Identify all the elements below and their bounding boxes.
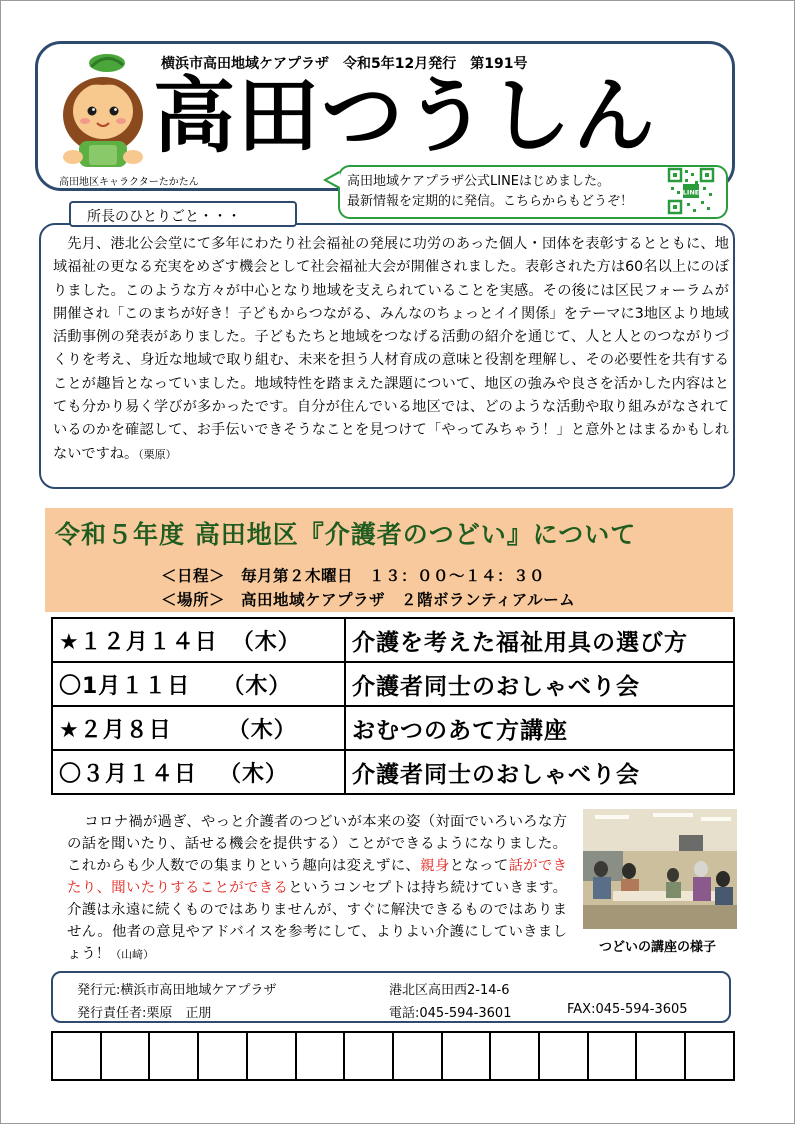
newsletter-title: 高田つうしん [153,69,658,164]
table-row [52,618,734,662]
blank-cell [490,1032,539,1080]
table-row [52,706,734,750]
table-row [52,662,734,706]
article-text-3: というコンセプトは持ち続けていきます。介護は永遠に続くものではありませんが、すぐに解決できるものではありません。他者の意見やアドバイスを参考にして、よりよい介護にしていきましょう！ [67,880,567,962]
qr-code-icon[interactable] [667,167,715,215]
event-topic: 介護を考えた福祉用具の選び方 [345,618,734,662]
line-notice-text [347,172,633,212]
blank-cell [539,1032,588,1080]
blank-cell [636,1032,685,1080]
article-signature: （山﨑） [110,948,155,961]
phone-number: 電話:045-594-3601 [389,1006,512,1021]
essay-signature: （栗原） [138,447,177,461]
article-text-2: となって [449,858,509,874]
bubble-tail-inner [327,173,340,187]
blank-grid [51,1031,735,1081]
event-date-cell [52,618,345,662]
blank-cell [393,1032,442,1080]
article-body [67,811,567,966]
line-notice-line2: 最新情報を定期的に発信。こちらからもどうぞ！ [347,194,634,209]
blank-cell [442,1032,491,1080]
event-weekday: （木） [231,629,301,655]
event-weekday: （木） [222,673,292,699]
blank-cell [685,1032,734,1080]
event-date-cell [52,706,345,750]
event-date-cell [52,662,345,706]
responsible-editor: 発行責任者:栗原 正朋 [77,1006,212,1021]
event-date: 〇1月１１日 [59,673,191,699]
blank-cell [588,1032,637,1080]
event-weekday: （木） [219,761,289,787]
article-highlight-2: 話ができたり、聞いたりすることができる [67,858,567,896]
event-topic: 介護者同士のおしゃべり会 [345,750,734,794]
blank-cell [247,1032,296,1080]
event-date: ★２月８日 [59,717,172,743]
event-date-cell [52,750,345,794]
table-row [52,1032,734,1080]
event-date: ★１２月１４日 [59,629,218,655]
blank-cell [101,1032,150,1080]
fax-number: FAX:045-594-3605 [567,1002,688,1017]
article-text-1: コロナ禍が過ぎ、やっと介護者のつどいが本来の姿（対面でいろいろな方の話を聞いたり、話せる機会を提供する）ことができるようになりました。これからも少人数での集まりという趣向は変えずに、 [67,814,567,874]
blank-cell [149,1032,198,1080]
event-schedule-table [51,617,735,795]
blank-cell [52,1032,101,1080]
gathering-photo [583,809,737,929]
publisher-name: 発行元:横浜市高田地域ケアプラザ [77,983,277,998]
event-date: 〇３月１４日 [59,761,198,787]
event-weekday: （木） [227,717,297,743]
essay-heading: 所長のひとりごと・・・ [69,201,297,227]
article-highlight-1: 親身 [420,858,450,874]
issue-info: 横浜市高田地域ケアプラザ 令和5年12月発行 第191号 [161,56,528,72]
table-row [52,750,734,794]
photo-caption: つどいの講座の様子 [599,940,717,955]
blank-cell [296,1032,345,1080]
event-topic: おむつのあて方講座 [345,706,734,750]
essay-body-text: 先月、港北公会堂にて多年にわたり社会福祉の発展に功労のあった個人・団体を表彰するとともに、地域福祉の更なる充実をめざす機会として社会福祉大会が開催されました。表彰された方は60名以上にのぼりました。このような方々が中心となり地域を支えられていることを実感。その後には区民フォーラムが開催され「このまちが好き！子どもからつながる、みんなのちょっとイイ関係」をテーマに3地区より地域活動事例の発表がありました。子どもたちと地域をつなげる活動の紹介を通じて、人と人とのつながりづくりを考え、身近な地域で取り組む、未来を担う人材育成の意味と役割を理解し、その必要性を共有することが趣旨となっていました。地域特性を踏まえた課題について、地区の強みや良さを活かした内容はとても分かり易く学びが多かったです。自分が住んでいる地区では、どのような活動や取り組みがなされているのかを確認して、お手伝いできそうなことを見つけて「やってみちゃう！」と意外とはまるかもしれないですね。 [53,236,729,462]
event-place: ＜場所＞ 高田地域ケアプラザ ２階ボランティアルーム [161,591,576,609]
event-title: 令和５年度 高田地区『介護者のつどい』について [55,520,637,549]
qr-line-label: LINE [682,188,700,197]
blank-cell [198,1032,247,1080]
blank-cell [344,1032,393,1080]
event-topic: 介護者同士のおしゃべり会 [345,662,734,706]
mascot-caption: 高田地区キャラクターたかたん [59,177,199,188]
event-schedule: ＜日程＞ 毎月第２木曜日 １３：００～１４：３０ [161,567,546,585]
publisher-address: 港北区高田西2-14-6 [389,983,510,998]
line-notice-line1: 高田地域ケアプラザ公式LINEはじめました。 [347,174,611,189]
mascot-takatan-icon [51,53,155,171]
essay-body [53,233,729,466]
